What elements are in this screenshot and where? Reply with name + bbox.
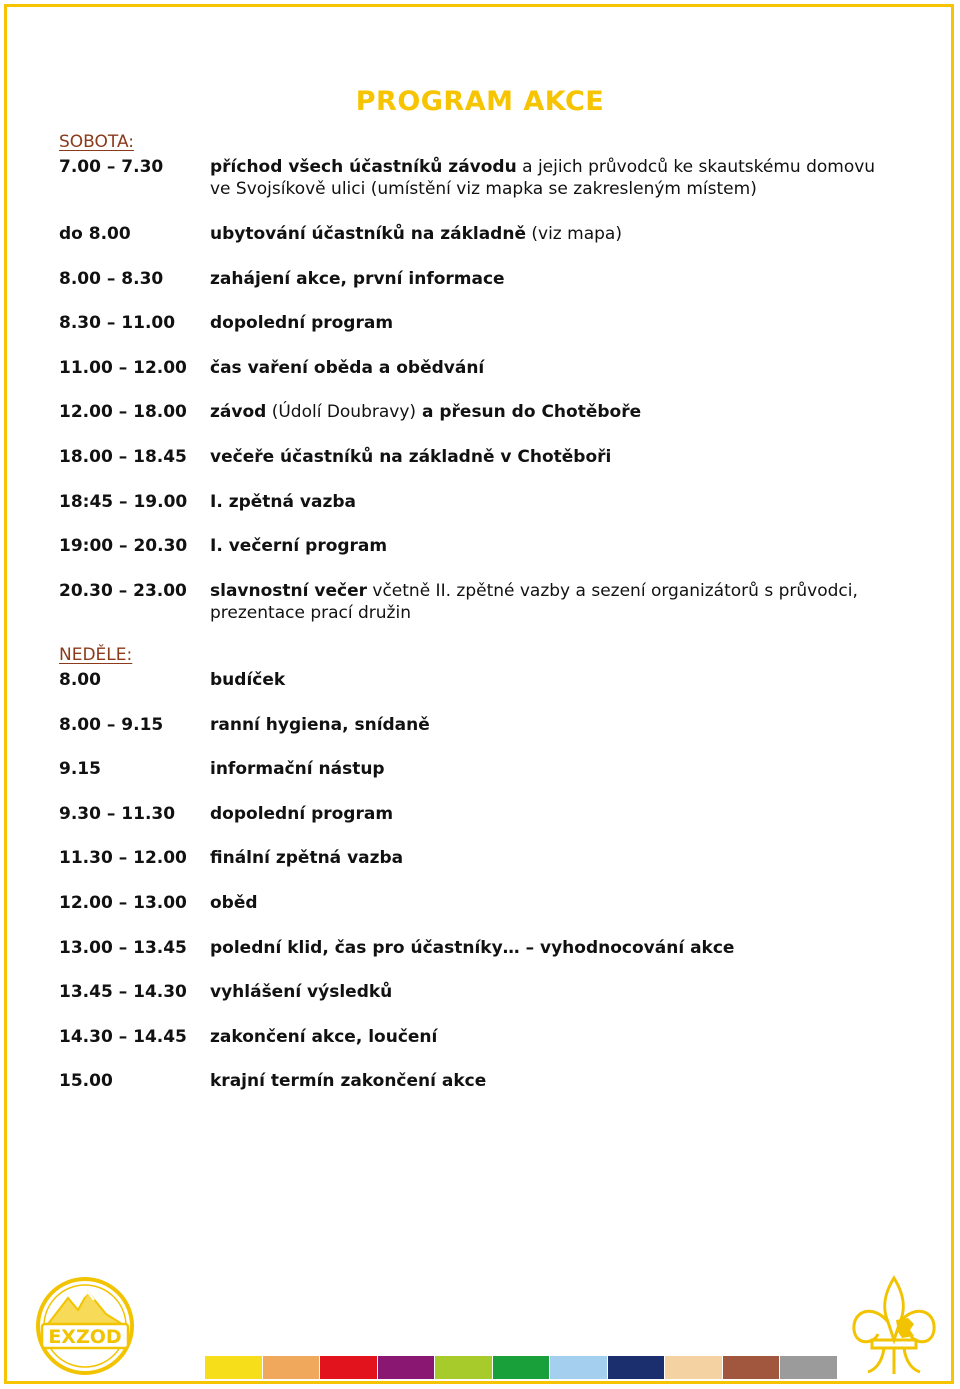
row-time: 19:00 – 20.30 bbox=[59, 536, 188, 556]
color-bar bbox=[435, 1356, 492, 1379]
row-time: 7.00 – 7.30 bbox=[59, 157, 164, 177]
row-desc: příchod všech účastníků závodu bbox=[210, 157, 517, 177]
row-time: 18.00 – 18.45 bbox=[59, 447, 187, 467]
row-desc: I. zpětná vazba bbox=[210, 492, 357, 512]
page-border bbox=[4, 4, 954, 1384]
row-desc: čas vaření oběda a obědvání bbox=[210, 358, 485, 378]
row-desc: dopolední program bbox=[210, 804, 394, 824]
row-time: 18:45 – 19.00 bbox=[59, 492, 188, 512]
row-time: 8.00 – 8.30 bbox=[59, 269, 164, 289]
row-desc: oběd bbox=[210, 893, 258, 913]
color-bar bbox=[320, 1356, 377, 1379]
color-bar bbox=[723, 1356, 780, 1379]
row-desc-extra-bold: a přesun do Chotěboře bbox=[416, 402, 642, 422]
row-time: do 8.00 bbox=[59, 224, 131, 244]
color-bar bbox=[263, 1356, 320, 1379]
color-bar bbox=[665, 1356, 722, 1379]
row-desc: ranní hygiena, snídaně bbox=[210, 715, 430, 735]
color-bar bbox=[780, 1356, 837, 1379]
row-desc-extra: a jejich průvodců ke skautskému domovu ve Svojsíkově ulici (umístění viz mapka se zakresleným místem) bbox=[210, 157, 876, 199]
color-bar bbox=[608, 1356, 665, 1379]
exzod-logo-icon bbox=[30, 1274, 140, 1383]
row-desc: polední klid, čas pro účastníky… – vyhodnocování akce bbox=[210, 938, 735, 958]
row-desc: krajní termín zakončení akce bbox=[210, 1071, 487, 1091]
row-desc: finální zpětná vazba bbox=[210, 848, 404, 868]
row-time: 15.00 bbox=[59, 1071, 113, 1091]
row-time: 13.45 – 14.30 bbox=[59, 982, 187, 1002]
row-time: 11.00 – 12.00 bbox=[59, 358, 187, 378]
row-desc: vyhlášení výsledků bbox=[210, 982, 393, 1002]
row-desc: ubytování účastníků na základně bbox=[210, 224, 526, 244]
row-desc: I. večerní program bbox=[210, 536, 388, 556]
row-time: 8.00 – 9.15 bbox=[59, 715, 164, 735]
fleur-de-lis-icon bbox=[844, 1274, 944, 1388]
row-desc: slavnostní večer bbox=[210, 581, 367, 601]
row-desc: závod bbox=[210, 402, 267, 422]
row-time: 8.30 – 11.00 bbox=[59, 313, 176, 333]
row-time: 11.30 – 12.00 bbox=[59, 848, 187, 868]
row-desc: zahájení akce, první informace bbox=[210, 269, 505, 289]
color-bar bbox=[493, 1356, 550, 1379]
row-time: 12.00 – 13.00 bbox=[59, 893, 187, 913]
logo-text: EXZOD bbox=[48, 1326, 122, 1348]
day-heading-sunday: NEDĚLE: bbox=[59, 645, 133, 665]
color-bar bbox=[378, 1356, 435, 1379]
day-heading-saturday: SOBOTA: bbox=[59, 132, 135, 152]
row-desc-extra: včetně II. zpětné vazby a sezení organizátorů s průvodci, prezentace prací družin bbox=[210, 581, 858, 623]
row-desc-extra: (viz mapa) bbox=[525, 224, 622, 244]
row-desc: dopolední program bbox=[210, 313, 394, 333]
row-time: 8.00 bbox=[59, 670, 101, 690]
page-title: PROGRAM AKCE bbox=[355, 86, 605, 117]
row-desc: zakončení akce, loučení bbox=[210, 1027, 438, 1047]
row-desc: večeře účastníků na základně v Chotěboři bbox=[210, 447, 612, 467]
row-desc: informační nástup bbox=[210, 759, 385, 779]
row-time: 9.30 – 11.30 bbox=[59, 804, 176, 824]
row-time: 9.15 bbox=[59, 759, 101, 779]
row-time: 12.00 – 18.00 bbox=[59, 402, 187, 422]
color-bar bbox=[205, 1356, 262, 1379]
row-time: 13.00 – 13.45 bbox=[59, 938, 187, 958]
row-time: 20.30 – 23.00 bbox=[59, 581, 187, 601]
row-desc: budíček bbox=[210, 670, 286, 690]
row-time: 14.30 – 14.45 bbox=[59, 1027, 187, 1047]
row-desc-extra: (Údolí Doubravy) bbox=[266, 402, 417, 422]
color-bar bbox=[550, 1356, 607, 1379]
